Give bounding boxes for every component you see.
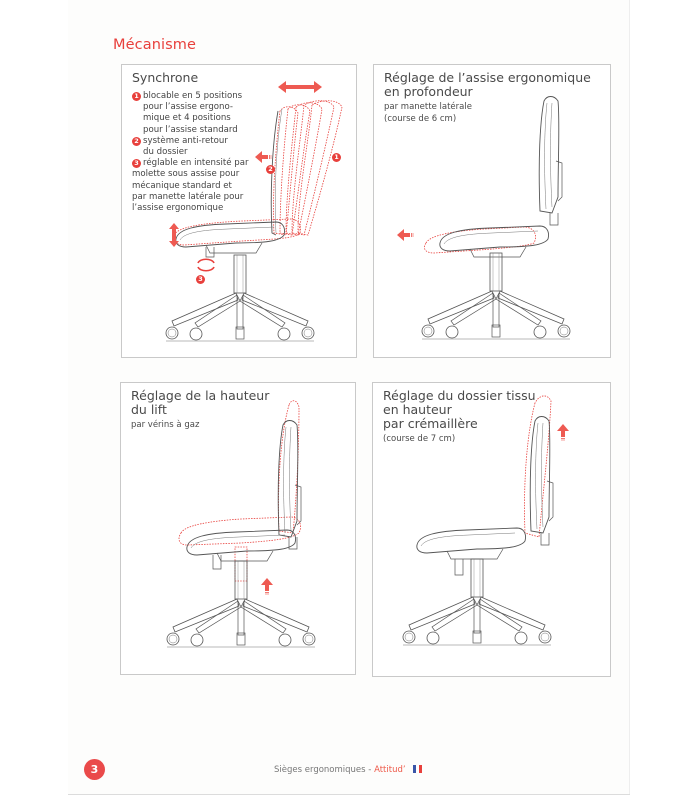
panel-seat-depth — [373, 64, 611, 358]
panel-subtitle: (course de 7 cm) — [383, 434, 456, 444]
callout-3: 3 — [196, 275, 205, 284]
panel-subtitle: par vérins à gaz — [131, 420, 200, 430]
number-badge: 3 — [132, 159, 141, 168]
page-edge — [68, 794, 630, 795]
feature-list — [132, 91, 292, 214]
french-flag-icon — [413, 765, 422, 776]
footer — [274, 765, 422, 776]
panel-title: Réglage de l’assise ergonomique en profondeur — [384, 70, 591, 99]
feature-item-2: 2 système anti-retour du dossier — [132, 136, 292, 158]
panel-backrest-height — [372, 382, 611, 677]
feature-item-1: 1 blocable en 5 positions pour l’assise ergono- mique et 4 positions pour l’assise standard — [132, 91, 292, 136]
number-badge: 1 — [132, 92, 141, 101]
panel-subtitle: par manette latérale (course de 6 cm) — [384, 102, 472, 124]
callout-1: 1 — [332, 153, 341, 162]
panel-lift-height — [120, 382, 356, 675]
footer-text: Sièges ergonomiques - — [274, 765, 375, 775]
section-title: Mécanisme — [113, 37, 197, 53]
panel-title: Synchrone — [132, 70, 199, 85]
page-number-badge: 3 — [84, 759, 105, 780]
feature-item-3: 3 réglable en intensité par molette sous assise pour mécanique standard et par manette latérale pour l’assise ergonomique — [132, 158, 249, 214]
callout-2: 2 — [266, 165, 275, 174]
panel-title: Réglage de la hauteur du lift — [131, 388, 270, 417]
panel-title: Réglage du dossier tissu en hauteur par crémaillère — [383, 388, 536, 431]
footer-brand: Attitud’ — [374, 765, 406, 775]
number-badge: 2 — [132, 137, 141, 146]
panel-synchrone — [121, 64, 357, 358]
